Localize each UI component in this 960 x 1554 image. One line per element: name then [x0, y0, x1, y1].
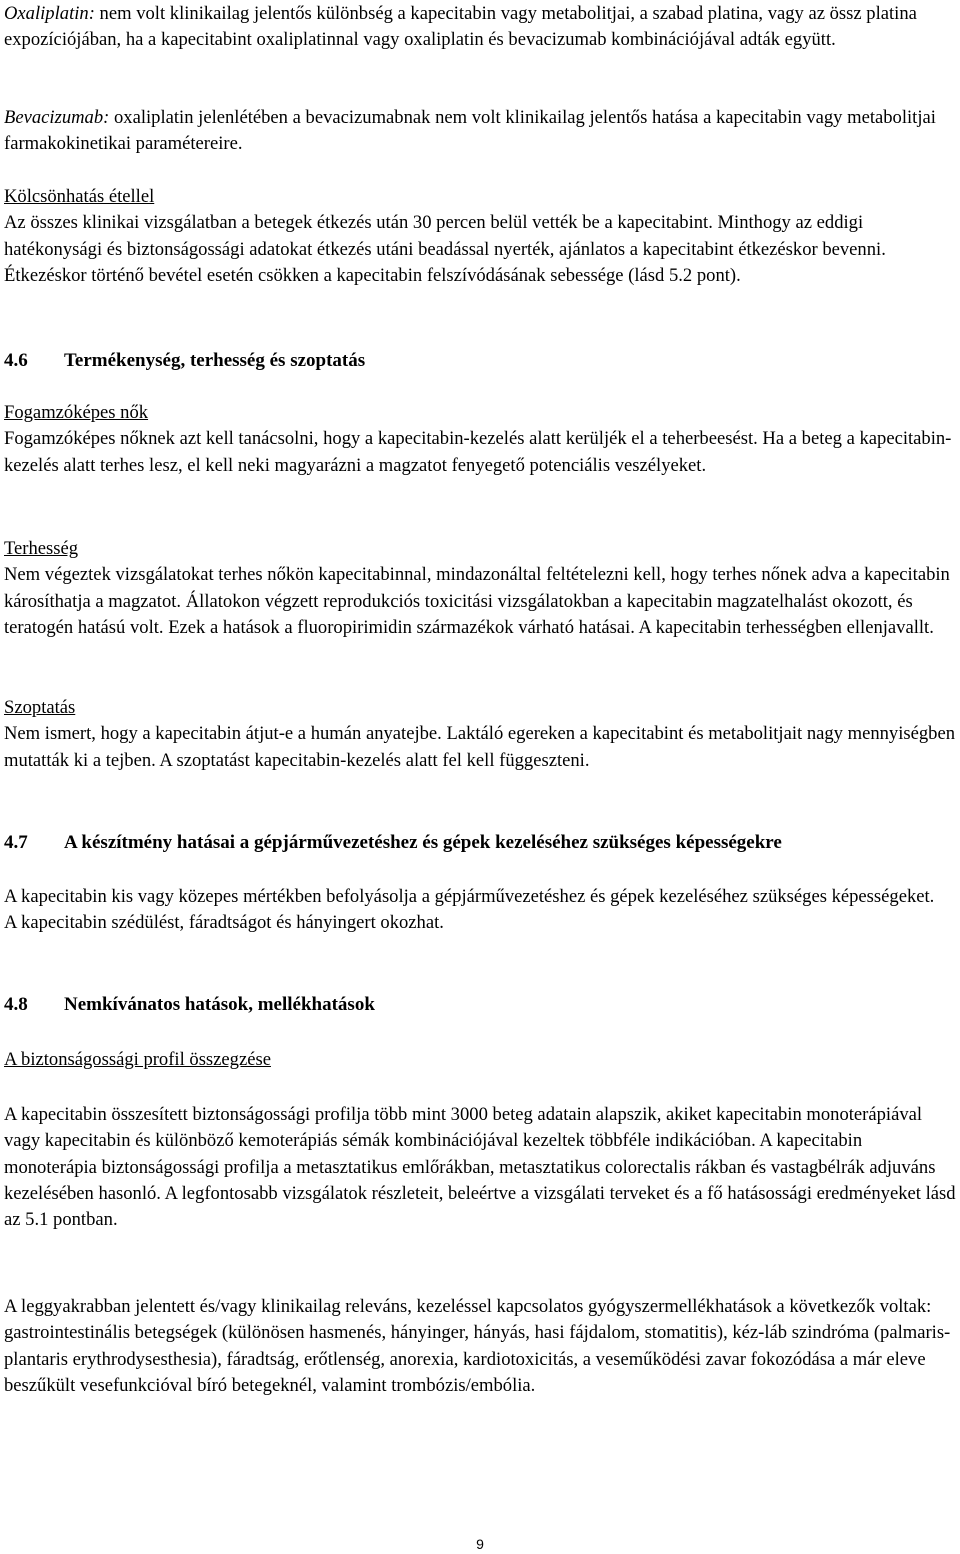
food-interaction-title: Kölcsönhatás étellel: [4, 186, 155, 207]
section-title: Nemkívánatos hatások, mellékhatások: [64, 994, 375, 1015]
section-title: Termékenység, terhesség és szoptatás: [64, 350, 366, 371]
section-number: 4.8: [4, 994, 28, 1015]
section-number: 4.6: [4, 350, 28, 371]
safety-summary-title: A biztonságossági profil összegzése: [4, 1049, 271, 1070]
section-4-6-heading: [4, 348, 365, 374]
food-interaction-text: Az összes klinikai vizsgálatban a betegek étkezés után 30 percen belül vették be a kapecitabint. Minthogy az eddigi hatékonysági és biztonságossági adatokat étkezés utáni beadással nyerték, ajánlatos a kapecitabint étkezéskor bevenni. Étkezéskor történő bevétel esetén csökken a kapecitabin felszívódásának sebessége (lásd 5.2 pont).: [4, 212, 886, 286]
pregnancy-section: [4, 536, 958, 641]
bevacizumab-paragraph: [4, 105, 958, 158]
food-interaction-section: [4, 184, 958, 289]
section-4-8-heading: [4, 992, 375, 1018]
section-title: A készítmény hatásai a gépjárművezetéshez és gépek kezeléséhez szükséges képességekre: [64, 832, 782, 853]
safety-text-1: A kapecitabin összesített biztonságossági profilja több mint 3000 beteg adatain alapszik, akiket kapecitabin monoterápiával vagy kapecitabin és különböző kemoterápiás sémák kombinációjával kezeltek többféle indikációban. A kapecitabin monoterápia biztonságossági profilja a metasztatikus emlőrákban, metasztatikus colorectalis rákban és vastagbélrák adjuváns kezelésében hasonló. A legfontosabb vizsgálatok részleteit, beleértve a vizsgálati terveket és a fő hatásossági eredményeket lásd az 5.1 pontban.: [4, 1104, 956, 1231]
bevacizumab-text: oxaliplatin jelenlétében a bevacizumabnak nem volt klinikailag jelentős hatása a kapecitabin vagy metabolitjai farmakokinetikai paramétereire.: [4, 107, 936, 155]
breastfeeding-title: Szoptatás: [4, 697, 76, 718]
oxaliplatin-paragraph: [4, 1, 958, 54]
section-number: 4.7: [4, 832, 28, 853]
oxaliplatin-label: Oxaliplatin:: [4, 3, 95, 24]
pregnancy-text: Nem végeztek vizsgálatokat terhes nőkön kapecitabinnal, mindazonáltal feltételezni kell, hogy terhes nőnek adva a kapecitabin károsíthatja a magzatot. Állatokon végzett reprodukciós toxicitási vizsgálatokban a kapecitabin magzatelhalást okozott, és teratogén hatású volt. Ezek a hatások a fluoropirimidin származékok várható hatásai. A kapecitabin terhességben ellenjavallt.: [4, 564, 950, 638]
driving-text-2: A kapecitabin szédülést, fáradtságot és hányingert okozhat.: [4, 912, 444, 934]
safety-summary-title-block: [4, 1047, 958, 1073]
fertile-women-text: Fogamzóképes nőknek azt kell tanácsolni, hogy a kapecitabin-kezelés alatt kerüljék el a teherbeesést. Ha a beteg a kapecitabin-kezelés alatt terhes lesz, el kell neki magyarázni a magzatot fenyegető potenciális veszélyeket.: [4, 428, 952, 476]
oxaliplatin-text: nem volt klinikailag jelentős különbség a kapecitabin vagy metabolitjai, a szabad platina, vagy az össz platina expozíciójában, ha a kapecitabint oxaliplatinnal vagy oxaliplatin és bevacizumab kombinációjával adták együtt.: [4, 3, 917, 51]
driving-section: [4, 884, 958, 937]
bevacizumab-label: Bevacizumab:: [4, 107, 110, 128]
safety-paragraph-2: [4, 1294, 958, 1399]
fertile-women-section: [4, 400, 958, 479]
section-4-7-heading: [4, 830, 782, 856]
driving-text-1: A kapecitabin kis vagy közepes mértékben befolyásolja a gépjárművezetéshez és gépek kezeléséhez szükséges képességeket.: [4, 886, 935, 907]
breastfeeding-text: Nem ismert, hogy a kapecitabin átjut-e a humán anyatejbe. Laktáló egereken a kapecitabint és metabolitjait nagy mennyiségben mutatták ki a tejben. A szoptatást kapecitabin-kezelés alatt fel kell függeszteni.: [4, 723, 956, 771]
page-number: 9: [476, 1536, 484, 1552]
breastfeeding-section: [4, 695, 958, 774]
pregnancy-title: Terhesség: [4, 538, 79, 559]
safety-paragraph-1: [4, 1102, 958, 1233]
fertile-women-title: Fogamzóképes nők: [4, 402, 149, 423]
safety-text-2: A leggyakrabban jelentett és/vagy klinikailag releváns, kezeléssel kapcsolatos gyógyszermellékhatások a következők voltak: gastrointestinális betegségek (különösen hasmenés, hányinger, hányás, hasi fájdalom, stomatitis), kéz-láb szindróma (palmaris-plantaris erythrodysesthesia), fáradtság, erőtlenség, anorexia, kardiotoxicitás, a veseműködési zavar fokozódása a már eleve beszűkült vesefunkcióval bíró betegeknél, valamint trombózis/embólia.: [4, 1296, 951, 1396]
